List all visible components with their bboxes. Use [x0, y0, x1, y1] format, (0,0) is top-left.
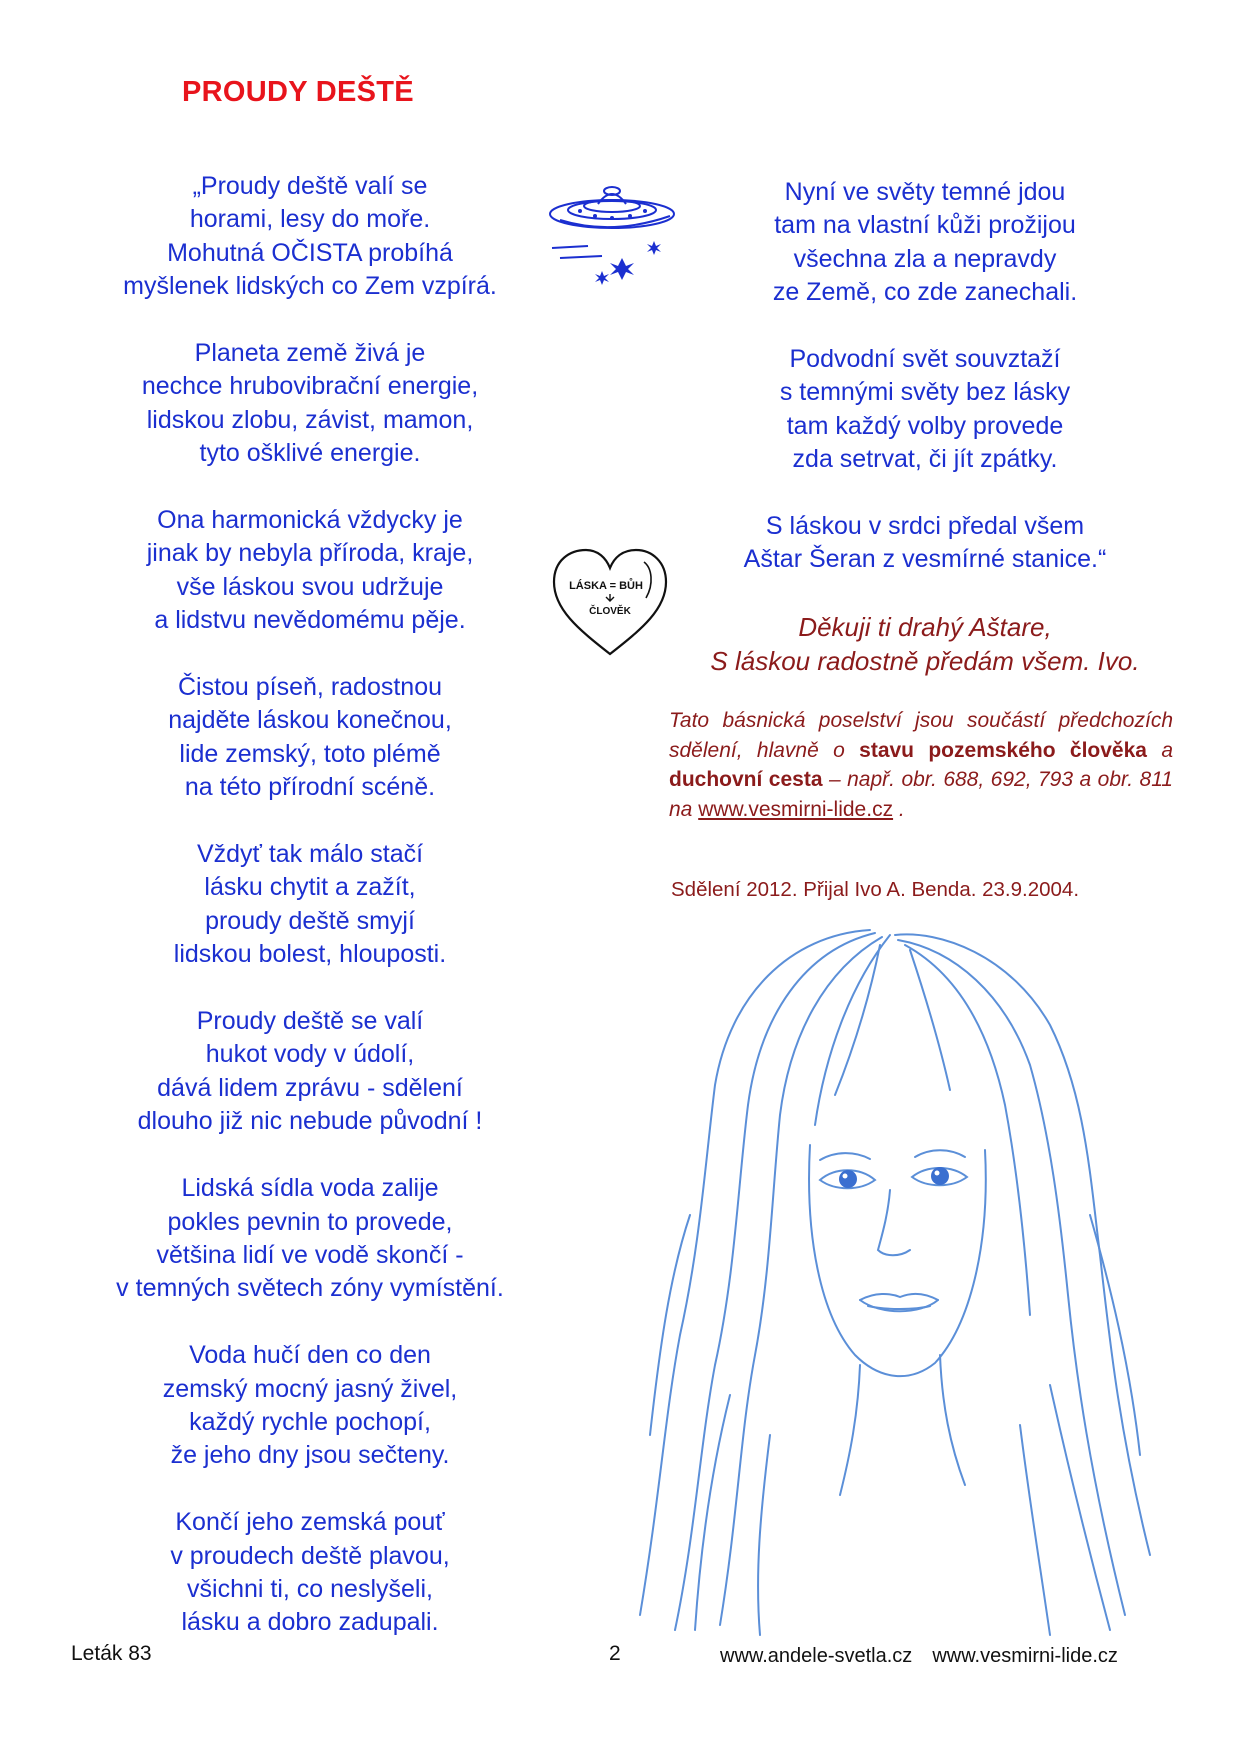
- verse-line: většina lidí ve vodě skončí -: [156, 1240, 464, 1269]
- verse-line: lásku chytit a zažít,: [204, 873, 416, 902]
- verse-line: ze Země, co zde zanechali.: [772, 278, 1078, 307]
- thanks-line: Děkuji ti drahý Aštare,: [798, 612, 1052, 642]
- poem-right-column: [680, 176, 1170, 610]
- verse-line: lidskou zlobu, závist, mamon,: [146, 405, 474, 434]
- verse-line: zda setrvat, či jít zpátky.: [792, 445, 1058, 474]
- verse-line: tyto ošklivé energie.: [199, 439, 421, 468]
- verse-line: S láskou v srdci předal všem: [765, 512, 1085, 541]
- verse-line: s temnými světy bez lásky: [779, 378, 1071, 407]
- verse-line: myšlenek lidských co Zem vzpírá.: [123, 272, 497, 301]
- verse-line: „Proudy deště valí se: [192, 172, 428, 200]
- thanks-block: [670, 610, 1180, 678]
- verse-line: dává lidem zprávu - sdělení: [157, 1073, 463, 1102]
- verse-line: pokles pevnin to provede,: [167, 1207, 453, 1236]
- verse-line: Mohutná OČISTA probíhá: [167, 238, 453, 267]
- verse-line: dlouho již nic nebude původní !: [137, 1107, 483, 1136]
- verse-line: najděte láskou konečnou,: [168, 706, 452, 735]
- verse-line: tam každý volby provede: [786, 411, 1064, 440]
- verse-line: Ona harmonická vždycky je: [157, 506, 463, 535]
- heart-label-bottom: ČLOVĚK: [589, 606, 631, 617]
- verse-line: Proudy deště se valí: [196, 1007, 424, 1036]
- heart-icon: [548, 544, 673, 659]
- stanza: [680, 510, 1170, 577]
- verse-line: Nyní ve světy temné jdou: [784, 178, 1066, 206]
- note-text: – např. obr. 688, 692, 793 a obr. 811 na: [669, 768, 1173, 821]
- stanza: [70, 671, 550, 805]
- stanza: [70, 337, 550, 471]
- verse-line: lidskou bolest, hlouposti.: [173, 940, 447, 969]
- verse-line: že jeho dny jsou sečteny.: [170, 1441, 450, 1470]
- ufo-icon: [540, 176, 680, 291]
- stanza: [70, 1172, 550, 1306]
- website-link[interactable]: www.vesmirni-lide.cz: [932, 1645, 1118, 1667]
- stanza: [680, 176, 1170, 310]
- verse-line: lide zemský, toto plémě: [179, 739, 441, 768]
- note-text: Tato básnická poselství jsou součástí předchozích sdělení, hlavně o: [669, 709, 1173, 762]
- verse-line: Vždyť tak málo stačí: [196, 840, 424, 869]
- website-link[interactable]: www.vesmirni-lide.cz: [698, 797, 894, 821]
- verse-line: Voda hučí den co den: [189, 1341, 431, 1370]
- page-title: PROUDY DEŠTĚ: [182, 76, 414, 108]
- portrait-drawing: [620, 915, 1165, 1640]
- note-emphasis: duchovní cesta: [669, 768, 823, 791]
- website-link[interactable]: www.andele-svetla.cz: [720, 1645, 913, 1667]
- footer-websites: [720, 1645, 1118, 1668]
- verse-line: Lidská sídla voda zalije: [181, 1174, 439, 1203]
- verse-line: hukot vody v údolí,: [205, 1040, 415, 1069]
- footer-leaflet-number: Leták 83: [71, 1642, 152, 1665]
- note-emphasis: stavu pozemského člověka: [859, 738, 1147, 762]
- poem-left-column: [70, 170, 550, 1673]
- verse-line: Končí jeho zemská pouť: [175, 1508, 445, 1537]
- verse-line: všechna zla a nepravdy: [793, 244, 1057, 273]
- source-line: Sdělení 2012. Přijal Ivo A. Benda. 23.9.2004.: [671, 878, 1080, 901]
- verse-line: tam na vlastní kůži prožijou: [774, 211, 1076, 240]
- stanza: [70, 504, 550, 638]
- heart-label-top: LÁSKA = BŮH: [569, 580, 643, 592]
- verse-line: Podvodní svět souvztaží: [789, 345, 1061, 374]
- verse-line: každý rychle pochopí,: [189, 1407, 431, 1436]
- verse-line: Aštar Šeran z vesmírné stanice.“: [743, 545, 1107, 574]
- verse-line: na této přírodní scéně.: [184, 773, 436, 802]
- thanks-line: S láskou radostně předám všem. Ivo.: [710, 646, 1140, 676]
- note-paragraph: [669, 706, 1173, 824]
- verse-line: v temných světech zóny vymístění.: [116, 1274, 504, 1303]
- verse-line: a lidstvu nevědomému pěje.: [154, 606, 466, 635]
- verse-line: v proudech deště plavou,: [170, 1541, 450, 1570]
- stanza: [70, 170, 550, 304]
- verse-line: Čistou píseň, radostnou: [177, 673, 443, 702]
- verse-line: lásku a dobro zadupali.: [181, 1608, 439, 1637]
- verse-line: všichni ti, co neslyšeli,: [187, 1574, 433, 1603]
- verse-line: vše láskou svou udržuje: [176, 572, 444, 601]
- verse-line: zemský mocný jasný živel,: [162, 1374, 458, 1403]
- note-text: .: [893, 797, 905, 821]
- verse-line: horami, lesy do moře.: [189, 205, 431, 234]
- stanza: [70, 838, 550, 972]
- stanza: [70, 1506, 550, 1640]
- verse-line: nechce hrubovibrační energie,: [141, 372, 479, 401]
- stanza: [680, 343, 1170, 477]
- note-text: a: [1146, 738, 1173, 762]
- stanza: [70, 1339, 550, 1473]
- page-number: 2: [609, 1642, 621, 1665]
- verse-line: jinak by nebyla příroda, kraje,: [146, 539, 474, 568]
- verse-line: Planeta země živá je: [194, 339, 426, 368]
- verse-line: proudy deště smyjí: [205, 906, 415, 935]
- stanza: [70, 1005, 550, 1139]
